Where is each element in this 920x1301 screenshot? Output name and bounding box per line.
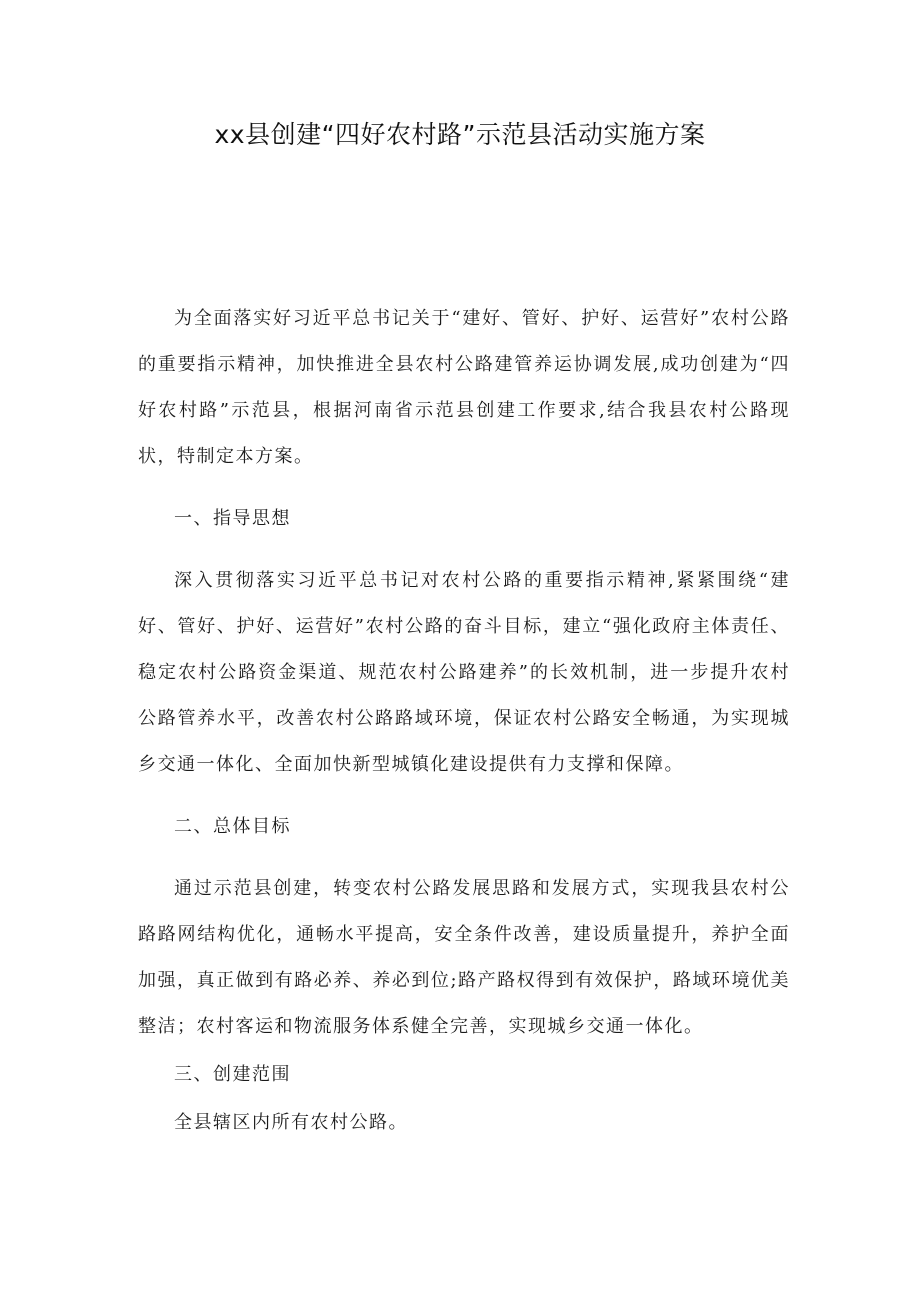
intro-paragraph: 为全面落实好习近平总书记关于“建好、管好、护好、运营好”农村公路的重要指示精神，加快推进全县农村公路建管养运协调发展,成功创建为“四好农村路”示范县，根据河南省示范县创建工作要求,结合我县农村公路现状，特制定本方案。 — [138, 308, 790, 467]
section-text-guiding-thought: 深入贯彻落实习近平总书记对农村公路的重要指示精神,紧紧围绕“建好、管好、护好、运营好”农村公路的奋斗目标，建立“强化政府主体责任、稳定农村公路资金渠道、规范农村公路建养”的长效机制，进一步提升农村公路管养水平，改善农村公路路域环境，保证农村公路安全畅通，为实现城乡交通一体化、全面加快新型城镇化建设提供有力支撑和保障。 — [138, 570, 790, 775]
section-heading-guiding-thought: 一、指导思想 — [174, 508, 291, 529]
document-title: xx县创建“四好农村路”示范县活动实施方案 — [214, 120, 706, 149]
section-text-overall-goal: 通过示范县创建，转变农村公路发展思路和发展方式，实现我县农村公路路网结构优化，通畅水平提高，安全条件改善，建设质量提升，养护全面加强，真正做到有路必养、养必到位;路产路权得到有效保护，路域环境优美整洁；农村客运和物流服务体系健全完善，实现城乡交通一体化。 — [138, 878, 790, 1037]
document-body — [138, 296, 790, 1146]
section-text-scope: 全县辖区内所有农村公路。 — [174, 1112, 408, 1133]
section-heading-scope: 三、创建范围 — [174, 1064, 291, 1085]
section-heading-overall-goal: 二、总体目标 — [174, 816, 291, 837]
